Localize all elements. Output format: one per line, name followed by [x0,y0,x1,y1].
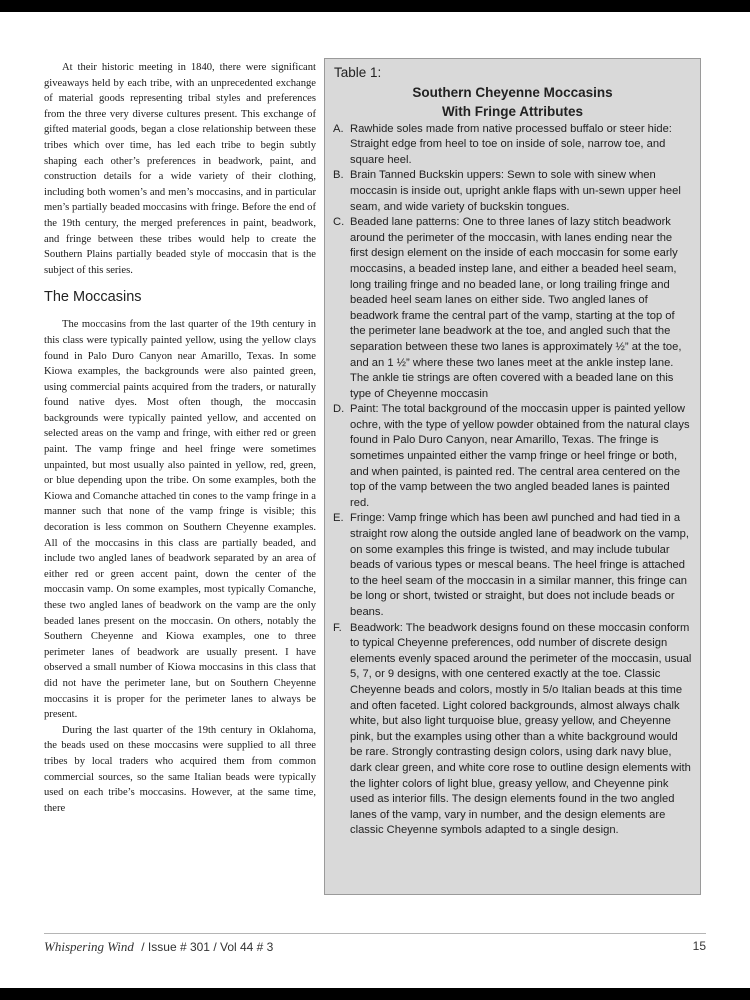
table-title-line-2: With Fringe Attributes [441,103,584,119]
attribute-letter: F. [333,621,342,634]
issue-info: / Issue # 301 / Vol 44 # 3 [141,940,274,954]
article-left-column [44,60,316,816]
article-paragraph: During the last quarter of the 19th century in Oklahoma, the beads used on these moccasins were supplied to all three tribes by local traders who acquired them from common commercial sources, so the same Italian beads were typically used on each tribe’s moccasins. However, at the same time, there [44,724,316,814]
attribute-item-d [333,402,692,511]
bottom-black-bar [0,988,750,1000]
top-black-bar [0,0,750,12]
attribute-text: Rawhide soles made from native processed buffalo or steer hide: Straight edge from heel to toe on inside of sole, narrow toe, and square heel. [350,122,672,166]
article-paragraph: The moccasins from the last quarter of the 19th century in this class were typically painted yellow, using the yellow clays found in Palo Duro Canyon near Amarillo, Texas. In some Kiowa examples, the backgrounds were also painted green, using commercial paints acquired from the traders, or naturally found native dyes. Most often though, the moccasin backgrounds were typically painted yellow, and accented on selected areas on the vamp and fringe, with either red or green paint. The vamp fringe and heel fringe were sometimes unpainted, but most usually also painted in yellow, red, green, or blue depending upon the tribe. On some examples, both the Kiowa and Comanche attached tin cones to the vamp fringe in a manner such that none of the vamp fringe is visible; this decoration is less common on Southern Cheyenne examples. All of the moccasins in this class are partially beaded, and include two angled lanes of beadwork separated by an area of either red or green accent paint, down the center of the moccasin vamp. On some examples, most typically Comanche, these two angled lanes of beadwork on the vamp are the only beaded lanes present on the moccasin. On others, notably the Southern Cheyenne and Kiowa examples, one to three perimeter lanes of beadwork are usually present. I have observed a small number of Kiowa moccasins in this class that did not have the perimeter lane, but on Southern Cheyenne moccasins it is proper for the perimeter lanes to always be present. [44,319,316,721]
attribute-text: Beadwork: The beadwork designs found on these moccasin conform to typical Cheyenne preferences, odd number of discrete design elements evenly spaced around the perimeter of the moccasin, usual 5, 7, or 9 designs, with one centered exactly at the toe. Classic Cheyenne beads and colors, mostly in 5/o Italian beads at this time and often faceted. Light colored backgrounds, almost always chalk white, but also light turquoise blue, greasy yellow, and Cheyenne pink, but the examples using other than a white background would be rare. Strongly contrasting design colors, using dark navy blue, dark clear green, and white core rose to outline design elements with the lighter colors of light blue, greasy yellow, and Cheyenne pink used as interior fills. The design elements found in the two angled lanes of the vamp, vary in number, and the design elements are classic Cheyenne symbols adapted to a single design. [350,621,692,837]
article-paragraph: At their historic meeting in 1840, there were significant giveaways held by each tribe, with an unprecedented exchange of material goods representing tribal styles and preferences from the three very diverse cultures present. This exchange of gifted material goods, began a close relationship between these tribes which over time, has led each tribe to begin subtly shaping each other’s preferences in beadwork, paint, and construction details for a wide variety of their clothing, including both women’s and men’s moccasins, and in particular men’s partially beaded moccasins with fringe. Before the end of the 19th century, the merged preferences in paint, beadwork, and fringe between these tribes would help to create the Southern Plains partially beaded style of moccasin that is the subject of this series. [44,62,316,276]
attribute-item-f [333,621,692,839]
attribute-letter: D. [333,403,345,416]
table-sidebar [324,58,701,895]
attribute-text: Beaded lane patterns: One to three lanes of lazy stitch beadwork around the perimeter of the moccasin, with lanes ending near the first design element on the inside of each moccasin for some early moccasins, a beaded instep lane, and either a beaded heel seam, long trailing fringe and no beaded lane, or long trailing fringe and beaded heel seam lanes on either side. Two angled lanes of beadwork frame the central part of the vamp, starting at the top of the perimeter lane beadwork at the toe, and angled such that the separation between these two lanes is approximately ½” at the toe, and an 1 ½” where these two lanes meet at the ankle instep lane. The ankle tie strings are often covered with a beaded lane on this type of Cheyenne moccasin [350,216,682,400]
attribute-item-b [333,168,692,215]
footer-divider [44,933,706,934]
attribute-item-a [333,122,692,169]
attribute-letter: B. [333,169,344,182]
attribute-item-e [333,511,692,620]
attribute-text: Fringe: Vamp fringe which has been awl punched and had tied in a straight row along the outside angled lane of beadwork on the vamp, on some examples this fringe is twisted, and may include tubular beads of various types or mescal beans. The heel fringe is attached to the heel seam of the moccasin in a similar manner, this fringe can be long or short, twisted or straight, but does not include beads or beans. [350,512,689,618]
page-footer [44,939,706,963]
table-label: Table 1: [334,65,382,80]
attribute-letter: A. [333,122,344,135]
attribute-item-c [333,215,692,402]
magazine-logo: Whispering Wind [44,939,134,954]
attribute-text: Paint: The total background of the moccasin upper is painted yellow ochre, with the type of yellow powder obtained from the natural clays found in Palo Duro Canyon, near Amarillo, Texas. The fringe is sometimes unpainted either the vamp fringe or heel fringe or both, and when painted, is painted red. The central area centered on the top of the vamp between the two angled beaded lanes is painted red. [350,403,690,509]
page-number: 15 [692,939,706,953]
attribute-letter: C. [333,216,345,229]
section-heading: The Moccasins [44,289,142,306]
attribute-text: Brain Tanned Buckskin uppers: Sewn to sole with sinew when moccasin is inside out, upright ankle flaps with un-sewn upper heel seam, and wide variety of buckskin tongues. [350,169,681,213]
attribute-letter: E. [333,512,344,525]
table-title-line-1: Southern Cheyenne Moccasins [412,84,613,100]
